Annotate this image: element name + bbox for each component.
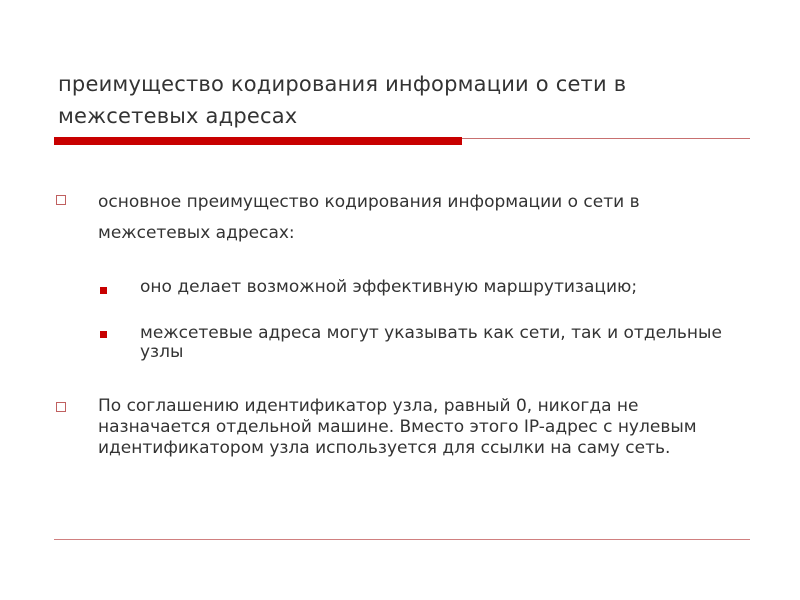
filled-square-icon xyxy=(100,331,107,338)
bullet-main-1: основное преимущество кодирования информации о сети в межсетевых адресах: xyxy=(98,192,640,243)
title-underline-thick xyxy=(54,137,462,145)
title-underline-thin xyxy=(462,138,750,139)
filled-square-icon xyxy=(100,287,107,294)
hollow-square-icon xyxy=(56,195,66,205)
sub-bullet-1: оно делает возможной эффективную маршрутизацию; xyxy=(140,277,638,297)
slide-title: преимущество кодирования информации о сети в межсетевых адресах xyxy=(58,72,627,128)
bullet-main-2: По соглашению идентификатор узла, равный 0, никогда не назначается отдельной машине. Вместо этого IP-адрес с нулевым идентификатором узла используется для ссылки на саму сеть. xyxy=(98,396,697,458)
footer-divider xyxy=(54,539,750,540)
sub-bullet-2: межсетевые адреса могут указывать как сети, так и отдельные узлы xyxy=(140,323,722,362)
hollow-square-icon xyxy=(56,402,66,412)
